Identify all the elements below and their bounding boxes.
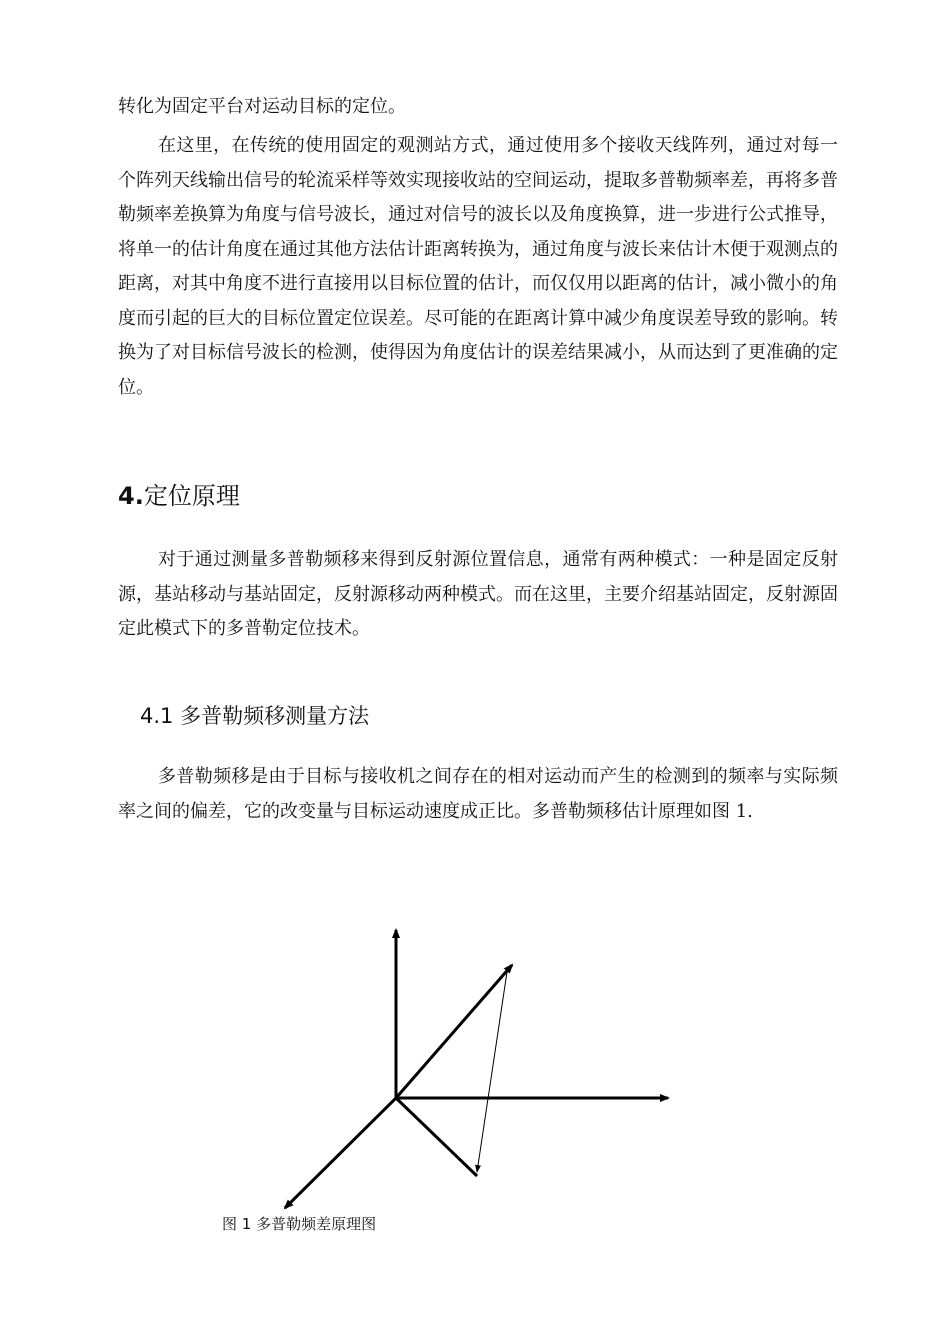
paragraph-doppler-shift: 多普勒频移是由于目标与接收机之间存在的相对运动而产生的检测到的频率与实际频率之间的偏差，它的改变量与目标运动速度成正比。多普勒频移估计原理如图 1. xyxy=(118,766,838,822)
vector-velocity xyxy=(396,965,512,1098)
vector-difference xyxy=(477,972,507,1172)
subsection-heading-4-1: 4.1 多普勒频移测量方法 xyxy=(140,704,370,728)
paragraph-continuation: 转化为固定平台对运动目标的定位。 xyxy=(118,96,406,117)
section-number: 4. xyxy=(118,482,144,510)
figure-caption: 图 1 多普勒频差原理图 xyxy=(222,1215,377,1233)
axis-diagonal xyxy=(285,1098,396,1208)
section-heading-4 xyxy=(118,476,240,511)
paragraph-method-description: 在这里，在传统的使用固定的观测站方式，通过使用多个接收天线阵列，通过对每一个阵列天线输出信号的轮流采样等效实现接收站的空间运动，提取多普勒频率差，再将多普勒频率差换算为角度与信号波长，通过对信号的波长以及角度换算，进一步进行公式推导，将单一的估计角度在通过其他方法估计距离转换为，通过角度与波长来估计木便于观测点的距离，对其中角度不进行直接用以目标位置的估计，而仅仅用以距离的估计，减小微小的角度而引起的巨大的目标位置定位误差。尽可能的在距离计算中减少角度误差导致的影响。转换为了对目标信号波长的检测，使得因为角度估计的误差结果减小，从而达到了更准确的定位。 xyxy=(118,135,838,398)
paragraph-positioning-modes: 对于通过测量多普勒频移来得到反射源位置信息，通常有两种模式：一种是固定反射源，基站移动与基站固定，反射源移动两种模式。而在这里，主要介绍基站固定，反射源固定此模式下的多普勒定位技术。 xyxy=(118,549,838,639)
vector-projection xyxy=(396,1098,477,1176)
section-title: 定位原理 xyxy=(143,482,240,510)
